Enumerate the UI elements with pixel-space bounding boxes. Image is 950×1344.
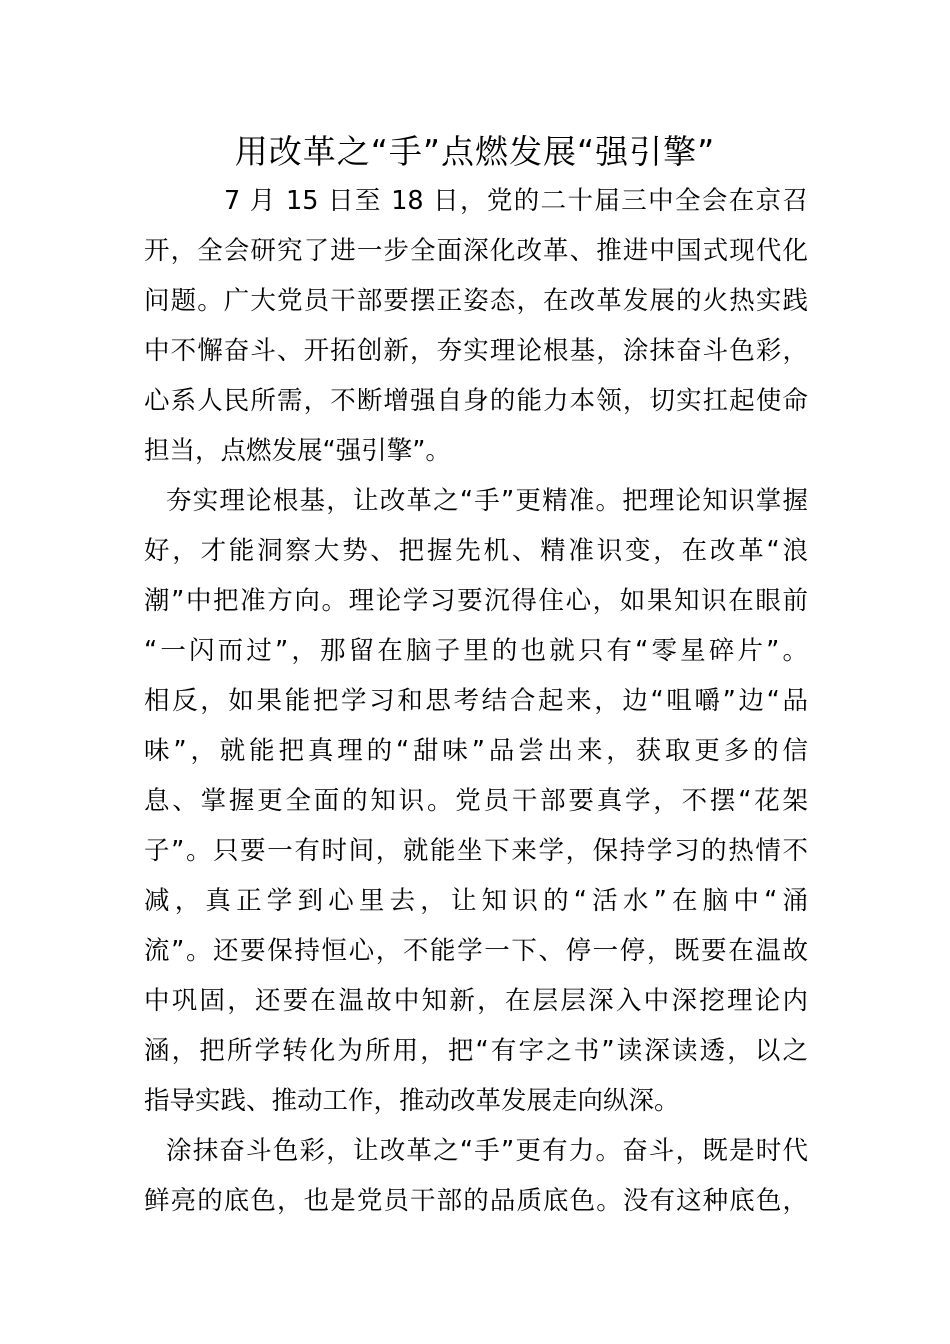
paragraph-line: 夯实理论根基，让改革之“手”更精准。把理论知识掌握 <box>166 486 808 516</box>
paragraph-line: 好，才能洞察大势、把握先机、精准识变，在改革“浪 <box>144 536 808 566</box>
paragraph-line: 涵，把所学转化为所用，把“有字之书”读深读透，以之 <box>144 1036 808 1066</box>
paragraph-line: 息、掌握更全面的知识。党员干部要真学，不摆“花架 <box>144 786 808 816</box>
document-body <box>144 176 808 1226</box>
paragraph-line: 问题。广大党员干部要摆正姿态，在改革发展的火热实践 <box>144 286 808 316</box>
paragraph-line: 中不懈奋斗、开拓创新，夯实理论根基，涂抹奋斗色彩， <box>144 336 808 366</box>
paragraph-line: 指导实践、推动工作，推动改革发展走向纵深。 <box>144 1086 680 1116</box>
paragraph-line: 7 月 15 日至 18 日，党的二十届三中全会在京召 <box>224 186 808 216</box>
paragraph-line: 中巩固，还要在温故中知新，在层层深入中深挖理论内 <box>144 986 808 1016</box>
paragraph-line: 流”。还要保持恒心，不能学一下、停一停，既要在温故 <box>144 936 808 966</box>
paragraph-line: 减，真正学到心里去，让知识的“活水”在脑中“涌 <box>144 886 808 916</box>
paragraph-line: 开，全会研究了进一步全面深化改革、推进中国式现代化 <box>144 236 808 266</box>
paragraph-line: 相反，如果能把学习和思考结合起来，边“咀嚼”边“品 <box>144 686 808 716</box>
paragraph-line: 心系人民所需，不断增强自身的能力本领，切实扛起使命 <box>144 386 808 416</box>
paragraph-line: 子”。只要一有时间，就能坐下来学，保持学习的热情不 <box>144 836 808 866</box>
paragraph-line: 涂抹奋斗色彩，让改革之“手”更有力。奋斗，既是时代 <box>166 1136 808 1166</box>
document-title: 用改革之“手”点燃发展“强引擎” <box>234 132 716 171</box>
paragraph-line: 潮”中把准方向。理论学习要沉得住心，如果知识在眼前 <box>144 586 808 616</box>
paragraph-line: “一闪而过”，那留在脑子里的也就只有“零星碎片”。 <box>144 636 808 666</box>
paragraph-line: 味”，就能把真理的“甜味”品尝出来，获取更多的信 <box>144 736 808 766</box>
paragraph-line: 担当，点燃发展“强引擎”。 <box>144 436 451 466</box>
paragraph-line: 鲜亮的底色，也是党员干部的品质底色。没有这种底色， <box>144 1186 808 1216</box>
